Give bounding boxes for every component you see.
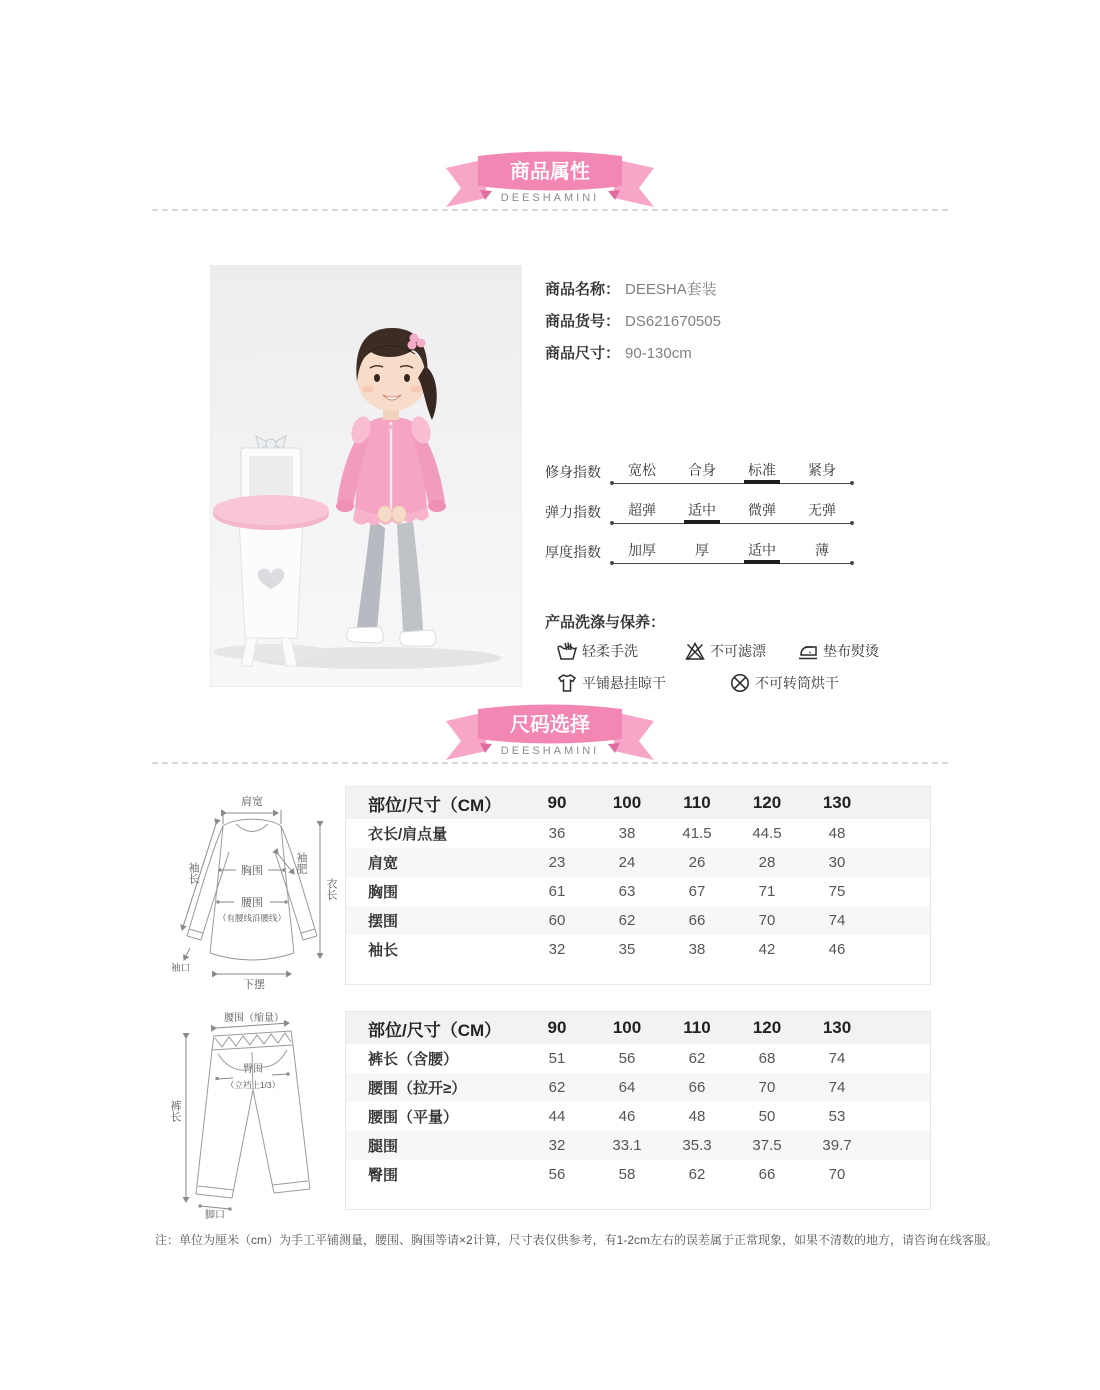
cell: 50 [758, 1108, 776, 1125]
cell: 70 [758, 1079, 776, 1096]
jacket-sleeve-width-label: 袖肥 [295, 852, 307, 874]
index-scale-line [612, 563, 852, 564]
cell: 68 [758, 1050, 776, 1067]
index-options [612, 460, 852, 480]
cell: 58 [618, 1166, 636, 1183]
attributes-banner [440, 146, 660, 216]
row-label: 腰围（平量） [368, 1109, 459, 1126]
fit-index-row [545, 460, 945, 500]
care-label: 不可滤漂 [710, 643, 766, 659]
cell: 74 [828, 912, 846, 929]
field-label: 商品货号： [545, 313, 621, 330]
pants-waist-label: 腰围（缩量） [224, 1013, 284, 1024]
jacket-sleeve-length-label: 袖长 [187, 862, 199, 884]
index-options [612, 500, 852, 520]
column-header: 120 [752, 793, 782, 812]
jacket-waist-note: （有腰线沿腰线） [217, 913, 287, 923]
table-row [346, 935, 930, 964]
product-info [545, 278, 721, 374]
cell: 48 [828, 825, 846, 842]
field-value: DEESHA套装 [625, 281, 717, 298]
care-section-title: 产品洗涤与保养： [545, 614, 666, 631]
cell: 36 [548, 825, 566, 842]
cell: 42 [758, 941, 776, 958]
no-bleach-icon [684, 640, 706, 662]
cell: 61 [548, 883, 566, 900]
row-label: 衣长/肩点量 [368, 826, 448, 843]
column-header: 120 [752, 1018, 782, 1037]
banner-brand: DEESHAMINI [500, 745, 600, 757]
cell: 62 [618, 912, 636, 929]
column-header: 100 [612, 1018, 642, 1037]
iron-with-cloth-icon [797, 640, 819, 662]
dashed-divider [152, 762, 948, 764]
jacket-waist-label: 腰围 [241, 897, 263, 909]
field-label: 商品尺寸： [545, 345, 621, 362]
fit-index-section [545, 460, 945, 580]
index-option: 合身 [688, 462, 716, 478]
jacket-shoulder-label: 肩宽 [241, 796, 263, 808]
table-row [346, 819, 930, 848]
cell: 37.5 [752, 1137, 782, 1154]
row-label: 肩宽 [368, 855, 399, 872]
table-row [346, 848, 930, 877]
care-item [684, 640, 766, 662]
pants-measurement-diagram [160, 1012, 350, 1220]
cell: 66 [688, 1079, 706, 1096]
cell: 62 [688, 1050, 706, 1067]
cell: 44.5 [752, 825, 782, 842]
index-option: 标准 [748, 462, 776, 478]
care-item [729, 672, 839, 694]
row-label: 胸围 [368, 884, 399, 901]
jacket-chest-label: 胸围 [241, 865, 263, 877]
index-option: 无弹 [808, 502, 836, 518]
cell: 74 [828, 1050, 846, 1067]
table-row [346, 1131, 930, 1160]
care-label: 不可转筒烘干 [755, 675, 839, 691]
jacket-size-table [345, 786, 931, 985]
cell: 67 [688, 883, 706, 900]
cell: 35 [618, 941, 636, 958]
index-option: 厚 [695, 542, 709, 558]
index-label: 厚度指数 [545, 544, 601, 560]
cell: 32 [548, 941, 566, 958]
product-sku-row [545, 310, 721, 330]
cell: 46 [618, 1108, 636, 1125]
pants-hip-note: （立裆上1/3） [225, 1080, 281, 1090]
index-option: 紧身 [808, 462, 836, 478]
pants-leg-opening-label: 脚口 [205, 1210, 225, 1220]
pants-size-table [345, 1011, 931, 1210]
table-header-row [346, 787, 930, 819]
column-header: 130 [822, 1018, 852, 1037]
fit-index-row [545, 540, 945, 580]
banner-brand: DEESHAMINI [500, 192, 600, 204]
product-size-row [545, 342, 721, 362]
index-option: 宽松 [628, 462, 656, 478]
banner-title: 商品属性 [510, 161, 590, 183]
field-label: 商品名称： [545, 281, 621, 298]
table-row [346, 906, 930, 935]
table-row [346, 1073, 930, 1102]
banner-title: 尺码选择 [510, 714, 590, 736]
jacket-measurement-diagram [160, 790, 350, 995]
no-tumble-dry-icon [729, 672, 751, 694]
column-header: 130 [822, 793, 852, 812]
index-option: 加厚 [628, 542, 656, 558]
table-header-row [346, 1012, 930, 1044]
cell: 48 [688, 1108, 706, 1125]
cell: 62 [688, 1166, 706, 1183]
cell: 24 [618, 854, 636, 871]
jacket-hem-label: 下摆 [243, 979, 265, 991]
cell: 35.3 [682, 1137, 712, 1154]
jacket-cuff-label: 袖口 [171, 963, 191, 974]
column-header: 100 [612, 793, 642, 812]
cell: 41.5 [682, 825, 712, 842]
cell: 38 [618, 825, 636, 842]
flat-hang-dry-icon [556, 672, 578, 694]
cell: 70 [758, 912, 776, 929]
row-label: 腰围（拉开≥） [368, 1080, 467, 1097]
fit-index-row [545, 500, 945, 540]
field-value: 90-130cm [625, 345, 692, 362]
column-header: 部位/尺寸（CM） [368, 1020, 502, 1040]
column-header: 部位/尺寸（CM） [368, 795, 502, 815]
cell: 75 [828, 883, 846, 900]
table-row [346, 1044, 930, 1073]
hand-wash-icon [556, 640, 578, 662]
product-photo-illustration [211, 266, 521, 686]
index-selected-mark [744, 560, 780, 564]
index-selected-mark [684, 520, 720, 524]
cell: 66 [758, 1166, 776, 1183]
cell: 62 [548, 1079, 566, 1096]
care-item [556, 672, 666, 694]
index-options [612, 540, 852, 560]
table-row [346, 1160, 930, 1189]
cell: 63 [618, 883, 636, 900]
cell: 33.1 [612, 1137, 642, 1154]
cell: 46 [828, 941, 846, 958]
index-scale-line [612, 523, 852, 524]
row-label: 腿围 [368, 1138, 399, 1155]
care-label: 平铺悬挂晾干 [582, 675, 666, 691]
cell: 51 [548, 1050, 566, 1067]
index-option: 薄 [815, 542, 829, 558]
column-header: 110 [683, 793, 711, 812]
index-option: 微弹 [748, 502, 776, 518]
cell: 23 [548, 854, 566, 871]
index-selected-mark [744, 480, 780, 484]
column-header: 110 [683, 1018, 711, 1037]
cell: 30 [828, 854, 846, 871]
cell: 66 [688, 912, 706, 929]
cell: 71 [758, 883, 776, 900]
dashed-divider [152, 209, 948, 211]
table-row [346, 1102, 930, 1131]
row-label: 臀围 [368, 1167, 399, 1184]
cell: 60 [548, 912, 566, 929]
cell: 56 [618, 1050, 636, 1067]
cell: 32 [548, 1137, 566, 1154]
care-label: 垫布熨烫 [823, 643, 879, 659]
index-option: 超弹 [628, 502, 656, 518]
care-label: 轻柔手洗 [582, 643, 638, 659]
row-label: 裤长（含腰） [368, 1051, 459, 1068]
index-scale-line [612, 483, 852, 484]
column-header: 90 [547, 1018, 567, 1037]
cell: 44 [548, 1108, 566, 1125]
cell: 56 [548, 1166, 566, 1183]
cell: 38 [688, 941, 706, 958]
pants-length-label: 裤长 [169, 1100, 181, 1122]
cell: 64 [618, 1079, 636, 1096]
jacket-length-label: 衣长 [325, 878, 337, 900]
measurement-note: 注：单位为厘米（cm）为手工平铺测量，腰围、胸围等请×2计算，尺寸表仅供参考，有1-2cm左右的误差属于正常现象，如果不清数的地方，请咨询在线客服。 [155, 1233, 999, 1247]
row-label: 袖长 [368, 942, 399, 959]
cell: 39.7 [822, 1137, 852, 1154]
field-value: DS621670505 [625, 313, 721, 330]
cell: 26 [688, 854, 706, 871]
pants-hip-label: 臀围 [243, 1064, 263, 1075]
index-option: 适中 [748, 542, 776, 558]
cell: 74 [828, 1079, 846, 1096]
index-option: 适中 [688, 502, 716, 518]
care-item [797, 640, 879, 662]
product-name-row [545, 278, 721, 298]
size-banner [440, 699, 660, 769]
index-label: 弹力指数 [545, 504, 601, 520]
row-label: 摆围 [368, 913, 399, 930]
cell: 53 [828, 1108, 846, 1125]
cell: 28 [758, 854, 776, 871]
product-photo [210, 265, 522, 687]
table-row [346, 877, 930, 906]
cell: 70 [828, 1166, 846, 1183]
index-label: 修身指数 [545, 464, 601, 480]
care-item [556, 640, 638, 662]
column-header: 90 [547, 793, 567, 812]
